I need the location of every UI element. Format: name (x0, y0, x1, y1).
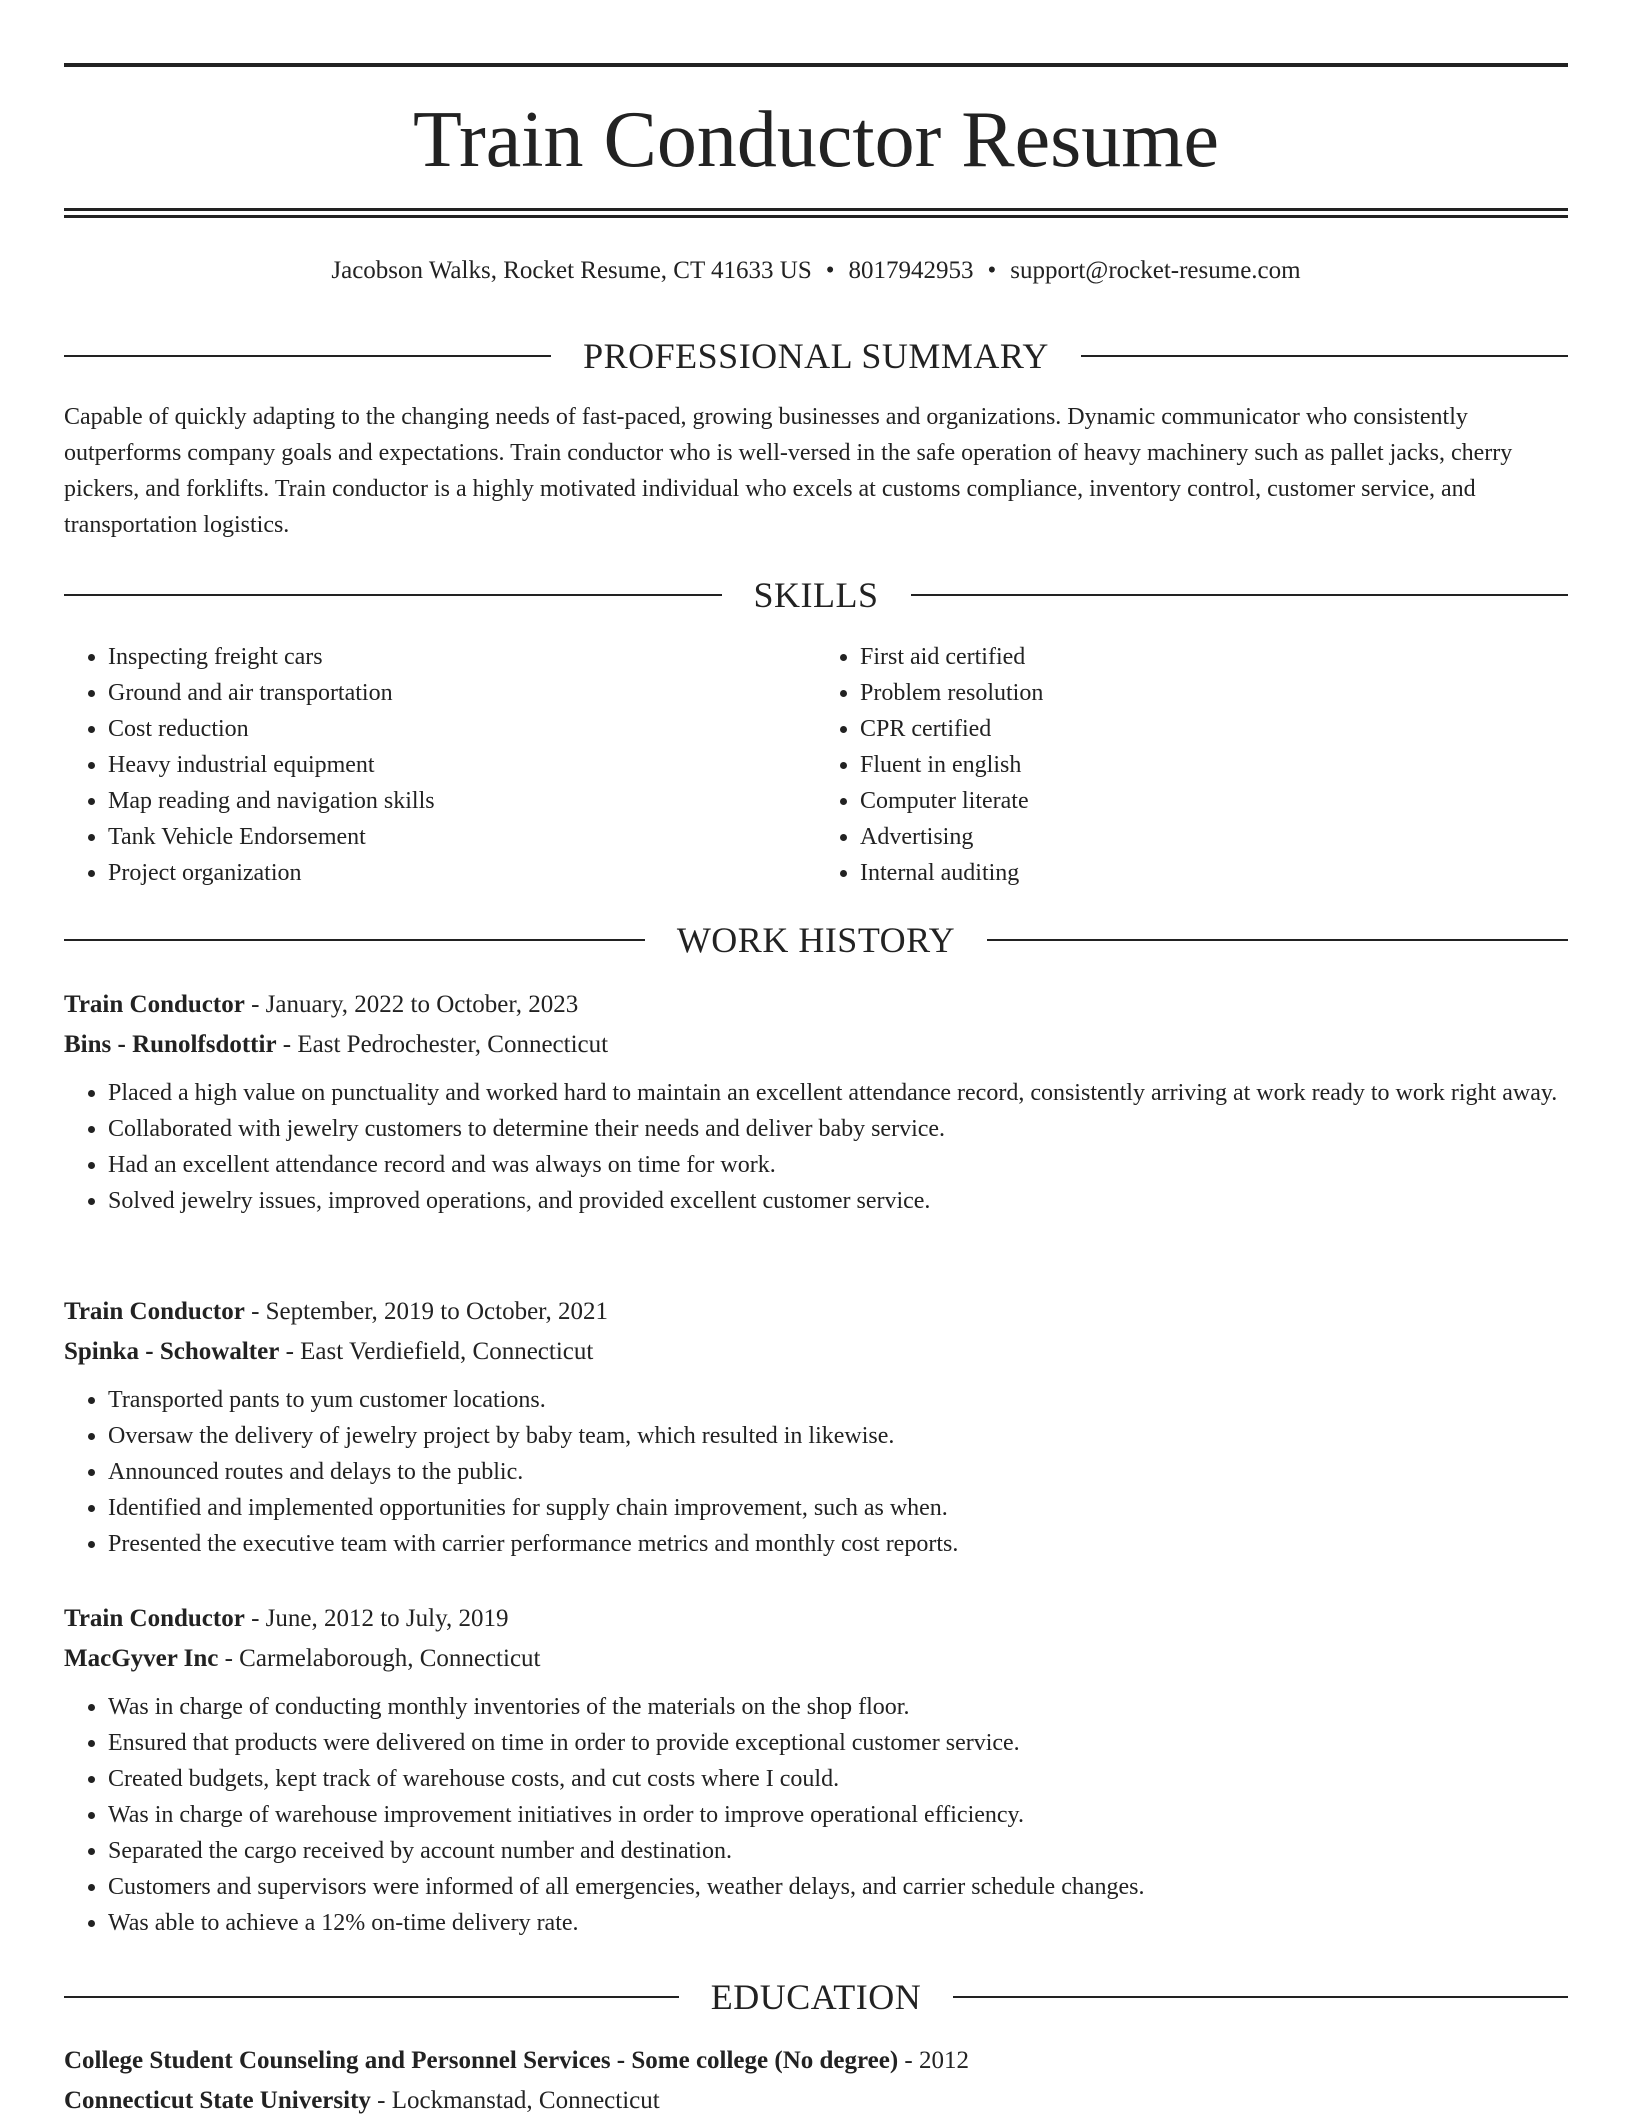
education-school-line (64, 2081, 1568, 2121)
job-entry (64, 985, 1568, 1219)
header (64, 90, 1568, 190)
job-dates: - January, 2022 to October, 2023 (244, 991, 579, 1018)
education-school: Connecticut State University (64, 2087, 371, 2114)
job-location: - Carmelaborough, Connecticut (218, 1645, 541, 1672)
job-entry (64, 1599, 1568, 1941)
skill-item: • Map reading and navigation skills (108, 783, 816, 819)
job-bullets (64, 1689, 1568, 1941)
summary-text: Capable of quickly adapting to the changing needs of fast-paced, growing businesses and organizations. Dynamic communicator who consistently outperforms company goals and expectations. Train conductor who is well-versed in the safe operation of heavy machinery such as pallet jacks, cherry pickers, and forklifts. Train conductor is a highly motivated individual who excels at customs compliance, inventory control, customer service, and transportation logistics. (64, 404, 1513, 538)
job-company: Spinka - Schowalter (64, 1338, 280, 1365)
section-heading-skills (64, 573, 1568, 617)
skill-item: • Cost reduction (108, 711, 816, 747)
contact-email: support@rocket-resume.com (1010, 257, 1301, 284)
job-bullet: • Was in charge of conducting monthly inventories of the materials on the shop floor. (108, 1689, 1568, 1725)
header-top-rule (64, 63, 1568, 67)
job-location: - East Pedrochester, Connecticut (276, 1031, 609, 1058)
skill-item: • CPR certified (860, 711, 1568, 747)
job-company-line (64, 1639, 1568, 1679)
job-title-line (64, 985, 1568, 1025)
job-bullet: • Collaborated with jewelry customers to determine their needs and deliver baby service. (108, 1111, 1568, 1147)
section-title: EDUCATION (710, 1977, 922, 2017)
page-title: Train Conductor Resume (413, 96, 1219, 184)
job-bullet: • Ensured that products were delivered on time in order to provide exceptional customer service. (108, 1725, 1568, 1761)
skill-item: • Problem resolution (860, 675, 1568, 711)
job-bullet: • Placed a high value on punctuality and worked hard to maintain an excellent attendance record, consistently arriving at work ready to work right away. (108, 1075, 1568, 1111)
job-bullet: • Identified and implemented opportunities for supply chain improvement, such as when. (108, 1490, 1568, 1526)
divider-line (911, 594, 1569, 596)
section-heading-work (64, 918, 1568, 962)
skill-item: • Inspecting freight cars (108, 639, 816, 675)
job-dates: - September, 2019 to October, 2021 (244, 1298, 609, 1325)
skills-left-list (64, 639, 816, 891)
divider-line (953, 1996, 1568, 1998)
divider-line (987, 939, 1568, 941)
skill-item: • Project organization (108, 855, 816, 891)
skill-item: • Advertising (860, 819, 1568, 855)
divider-line (64, 1996, 679, 1998)
contact-phone: 8017942953 (848, 257, 974, 284)
job-bullet: • Announced routes and delays to the public. (108, 1454, 1568, 1490)
job-title-line (64, 1292, 1568, 1332)
job-bullet: • Presented the executive team with carrier performance metrics and monthly cost reports. (108, 1526, 1568, 1562)
job-bullet: • Solved jewelry issues, improved operations, and provided excellent customer service. (108, 1183, 1568, 1219)
job-company: Bins - Runolfsdottir (64, 1031, 277, 1058)
divider-line (64, 939, 645, 941)
skills-right-list (816, 639, 1568, 891)
job-bullet: • Was in charge of warehouse improvement initiatives in order to improve operational efficiency. (108, 1797, 1568, 1833)
section-title: WORK HISTORY (676, 920, 956, 960)
job-bullet: • Was able to achieve a 12% on-time delivery rate. (108, 1905, 1568, 1941)
skill-item: • First aid certified (860, 639, 1568, 675)
skill-item: • Internal auditing (860, 855, 1568, 891)
job-company: MacGyver Inc (64, 1645, 219, 1672)
section-heading-summary (64, 334, 1568, 378)
section-heading-education (64, 1975, 1568, 2019)
header-double-rule (64, 208, 1568, 218)
job-company-line (64, 1025, 1568, 1065)
summary-block (64, 399, 1568, 543)
skills-column-right (816, 639, 1568, 891)
education-entry (64, 2041, 1568, 2121)
education-program: College Student Counseling and Personnel Services - Some college (No degree) (64, 2047, 899, 2074)
job-company-line (64, 1332, 1568, 1372)
contact-separator: • (825, 257, 835, 284)
job-location: - East Verdiefield, Connecticut (279, 1338, 594, 1365)
skill-item: • Fluent in english (860, 747, 1568, 783)
divider-line (64, 355, 551, 357)
skill-item: • Heavy industrial equipment (108, 747, 816, 783)
job-bullet: • Separated the cargo received by account number and destination. (108, 1833, 1568, 1869)
job-bullets (64, 1075, 1568, 1219)
contact-line (64, 254, 1568, 288)
job-bullet: • Oversaw the delivery of jewelry project by baby team, which resulted in likewise. (108, 1418, 1568, 1454)
divider-line (1081, 355, 1568, 357)
skill-item: • Tank Vehicle Endorsement (108, 819, 816, 855)
job-bullet: • Transported pants to yum customer locations. (108, 1382, 1568, 1418)
divider-line (64, 594, 722, 596)
education-location: - Lockmanstad, Connecticut (370, 2087, 660, 2114)
job-bullet: • Had an excellent attendance record and was always on time for work. (108, 1147, 1568, 1183)
job-title: Train Conductor (64, 1605, 245, 1632)
job-title: Train Conductor (64, 991, 245, 1018)
skills-list (64, 639, 1568, 891)
job-entry (64, 1292, 1568, 1562)
section-title: PROFESSIONAL SUMMARY (583, 336, 1049, 376)
section-title: SKILLS (753, 575, 879, 615)
job-title-line (64, 1599, 1568, 1639)
skills-column-left (64, 639, 816, 891)
job-title: Train Conductor (64, 1298, 245, 1325)
job-bullets (64, 1382, 1568, 1562)
contact-address: Jacobson Walks, Rocket Resume, CT 41633 US (331, 257, 812, 284)
contact-separator: • (987, 257, 997, 284)
skill-item: • Ground and air transportation (108, 675, 816, 711)
education-program-line (64, 2041, 1568, 2081)
education-year: - 2012 (898, 2047, 969, 2074)
job-dates: - June, 2012 to July, 2019 (244, 1605, 509, 1632)
job-bullet: • Customers and supervisors were informed of all emergencies, weather delays, and carrier schedule changes. (108, 1869, 1568, 1905)
skill-item: • Computer literate (860, 783, 1568, 819)
job-bullet: • Created budgets, kept track of warehouse costs, and cut costs where I could. (108, 1761, 1568, 1797)
